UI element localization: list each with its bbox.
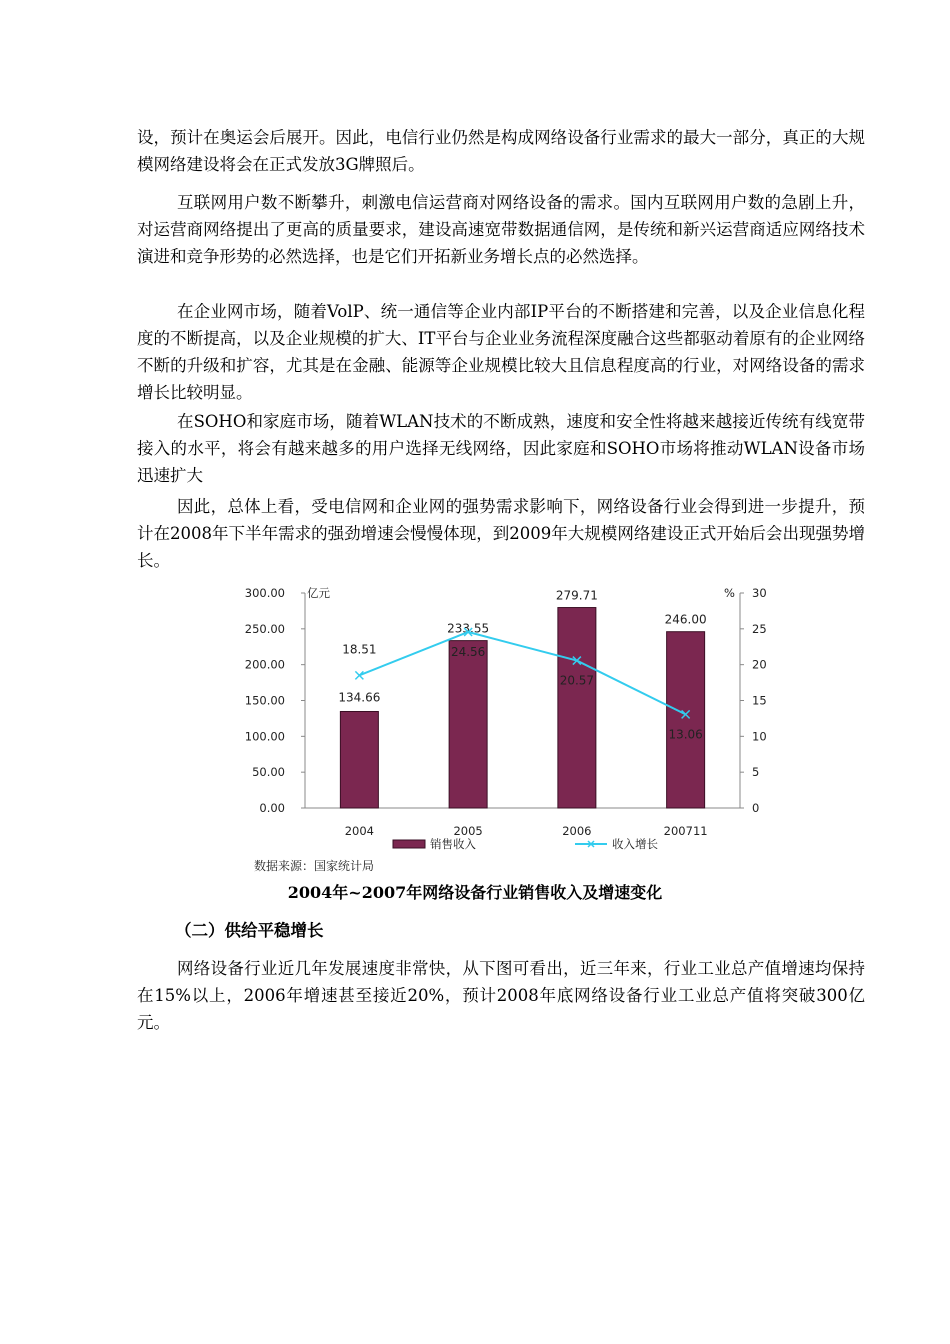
bar: [558, 608, 596, 808]
y-tick-label-right: 30: [752, 586, 767, 600]
growth-point: [355, 671, 363, 679]
paragraph-5: 因此，总体上看，受电信网和企业网的强势需求影响下，网络设备行业会得到进一步提升，预计在2008年下半年需求的强劲增速会慢慢体现，到2009年大规模网络建设正式开始后会出现强势增长。: [137, 497, 865, 570]
y-tick-label-right: 0: [752, 801, 760, 815]
x-tick-label: 2005: [453, 824, 483, 838]
y-tick-label-left: 150.00: [244, 693, 285, 708]
paragraph-4: 在SOHO和家庭市场，随着WLAN技术的不断成熟，速度和安全性将越来越接近传统有线宽带接入的水平，将会有越来越多的用户选择无线网络，因此家庭和SOHO市场将推动WLAN设备市场迅速扩大: [137, 412, 865, 485]
bar: [667, 632, 705, 808]
x-tick-label: 200711: [663, 824, 708, 838]
x-tick-label: 2004: [344, 824, 375, 838]
bar: [449, 641, 487, 808]
y-tick-label-left: 0.00: [259, 801, 285, 815]
chart-svg: [230, 578, 790, 878]
y-tick-label-right: 10: [752, 729, 767, 744]
bar-value-label: 134.66: [338, 690, 381, 705]
y-tick-label-right: 5: [752, 765, 760, 780]
y-axis-unit-left: 亿元: [307, 586, 330, 600]
y-tick-label-left: 200.00: [244, 657, 285, 672]
y-tick-label-right: 20: [752, 657, 767, 672]
paragraph-6: 网络设备行业近几年发展速度非常快，从下图可看出，近三年来，行业工业总产值增速均保持在15%以上，2006年增速甚至接近20%，预计2008年底网络设备行业工业总产值将突破300亿元。: [137, 959, 865, 1032]
figure-caption: 2004年~2007年网络设备行业销售收入及增速变化: [287, 883, 663, 902]
revenue-growth-chart: [230, 578, 790, 878]
growth-value-label: 13.06: [668, 727, 703, 742]
x-tick-label: 2006: [562, 824, 592, 838]
legend-label-line: 收入增长: [612, 837, 658, 851]
bar-value-label: 233.55: [447, 621, 490, 636]
data-source-note: 数据来源：国家统计局: [254, 859, 375, 873]
section-heading: （二）供给平稳增长: [175, 921, 324, 940]
bar-value-label: 279.71: [555, 588, 598, 603]
legend-swatch-bar: [393, 840, 425, 848]
growth-line: [359, 632, 685, 714]
growth-value-label: 18.51: [342, 642, 377, 657]
bar-value-label: 246.00: [664, 612, 707, 627]
legend-label-bar: 销售收入: [430, 837, 476, 851]
y-tick-label-right: 25: [752, 621, 767, 636]
growth-value-label: 20.57: [559, 673, 595, 688]
paragraph-3: 在企业网市场，随着VolP、统一通信等企业内部IP平台的不断搭建和完善，以及企业信息化程度的不断提高，以及企业规模的扩大、IT平台与企业业务流程深度融合这些都驱动着原有的企业网络不断的升级和扩容，尤其是在金融、能源等企业规模比较大且信息程度高的行业，对网络设备的需求增长比较明显。: [137, 302, 865, 402]
bar: [340, 711, 378, 808]
y-tick-label-right: 15: [752, 693, 767, 708]
paragraph-2: 互联网用户数不断攀升，刺激电信运营商对网络设备的需求。国内互联网用户数的急剧上升，对运营商网络提出了更高的质量要求，建设高速宽带数据通信网，是传统和新兴运营商适应网络技术演进和竞争形势的必然选择，也是它们开拓新业务增长点的必然选择。: [137, 193, 865, 266]
growth-value-label: 24.56: [450, 644, 486, 659]
y-tick-label-left: 250.00: [244, 621, 285, 636]
y-axis-unit-right: %: [724, 586, 735, 600]
y-tick-label-left: 100.00: [244, 729, 285, 744]
y-tick-label-left: 300.00: [244, 586, 285, 600]
y-tick-label-left: 50.00: [252, 765, 285, 780]
paragraph-1: 设，预计在奥运会后展开。因此，电信行业仍然是构成网络设备行业需求的最大一部分，真正的大规模网络建设将会在正式发放3G牌照后。: [137, 128, 865, 174]
